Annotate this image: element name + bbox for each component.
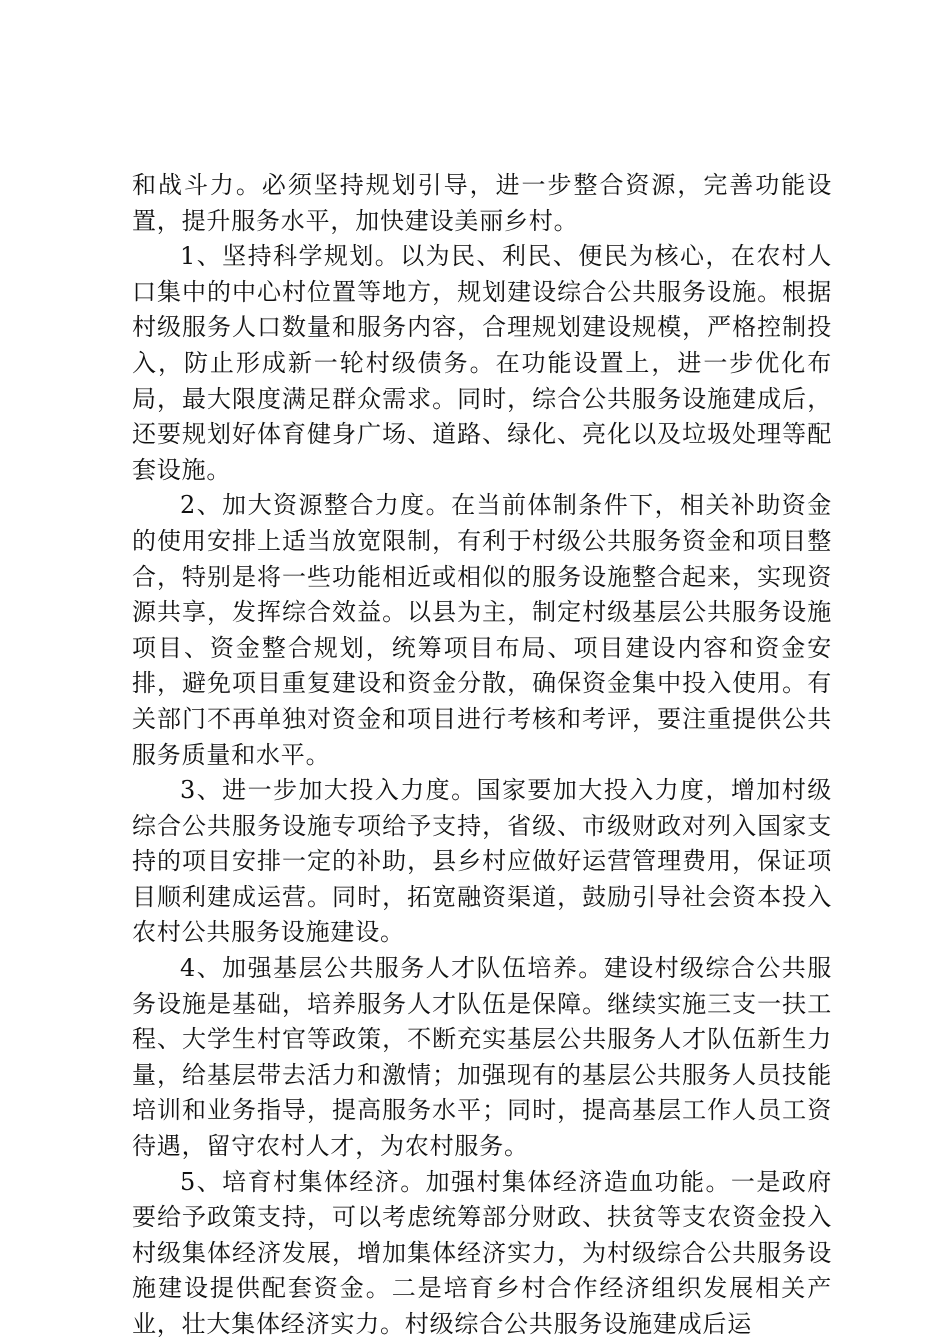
paragraph-investment: 3、进一步加大投入力度。国家要加大投入力度，增加村级综合公共服务设施专项给予支持，省级、市级财政对列入国家支持的项目安排一定的补助，县乡村应做好运营管理费用，保证项目顺利建成运营。同时，拓宽融资渠道，鼓励引导社会资本投入农村公共服务设施建设。 bbox=[132, 776, 832, 947]
paragraph-scientific-planning: 1、坚持科学规划。以为民、利民、便民为核心，在农村人口集中的中心村位置等地方，规划建设综合公共服务设施。根据村级服务人口数量和服务内容，合理规划建设规模，严格控制投入，防止形成新一轮村级债务。在功能设置上，进一步优化布局，最大限度满足群众需求。同时，综合公共服务设施建成后，还要规划好体育健身广场、道路、绿化、亮化以及垃圾处理等配套设施。 bbox=[132, 242, 832, 484]
paragraph-continuation: 和战斗力。必须坚持规划引导，进一步整合资源，完善功能设置，提升服务水平，加快建设美丽乡村。 bbox=[132, 171, 832, 235]
document-body bbox=[132, 168, 832, 1343]
paragraph-collective-economy: 5、培育村集体经济。加强村集体经济造血功能。一是政府要给予政策支持，可以考虑统筹部分财政、扶贫等支农资金投入村级集体经济发展，增加集体经济实力，为村级综合公共服务设施建设提供配套资金。二是培育乡村合作经济组织发展相关产业，壮大集体经济实力。村级综合公共服务设施建成后运 bbox=[132, 1167, 832, 1338]
paragraph-resource-integration: 2、加大资源整合力度。在当前体制条件下，相关补助资金的使用安排上适当放宽限制，有利于村级公共服务资金和项目整合，特别是将一些功能相近或相似的服务设施整合起来，实现资源共享，发挥综合效益。以县为主，制定村级基层公共服务设施项目、资金整合规划，统筹项目布局、项目建设内容和资金安排，避免项目重复建设和资金分散，确保资金集中投入使用。有关部门不再单独对资金和项目进行考核和考评，要注重提供公共服务质量和水平。 bbox=[132, 491, 832, 769]
paragraph-talent-team: 4、加强基层公共服务人才队伍培养。建设村级综合公共服务设施是基础，培养服务人才队伍是保障。继续实施三支一扶工程、大学生村官等政策，不断充实基层公共服务人才队伍新生力量，给基层带去活力和激情；加强现有的基层公共服务人员技能培训和业务指导，提高服务水平；同时，提高基层工作人员工资待遇，留守农村人才，为农村服务。 bbox=[132, 954, 832, 1161]
